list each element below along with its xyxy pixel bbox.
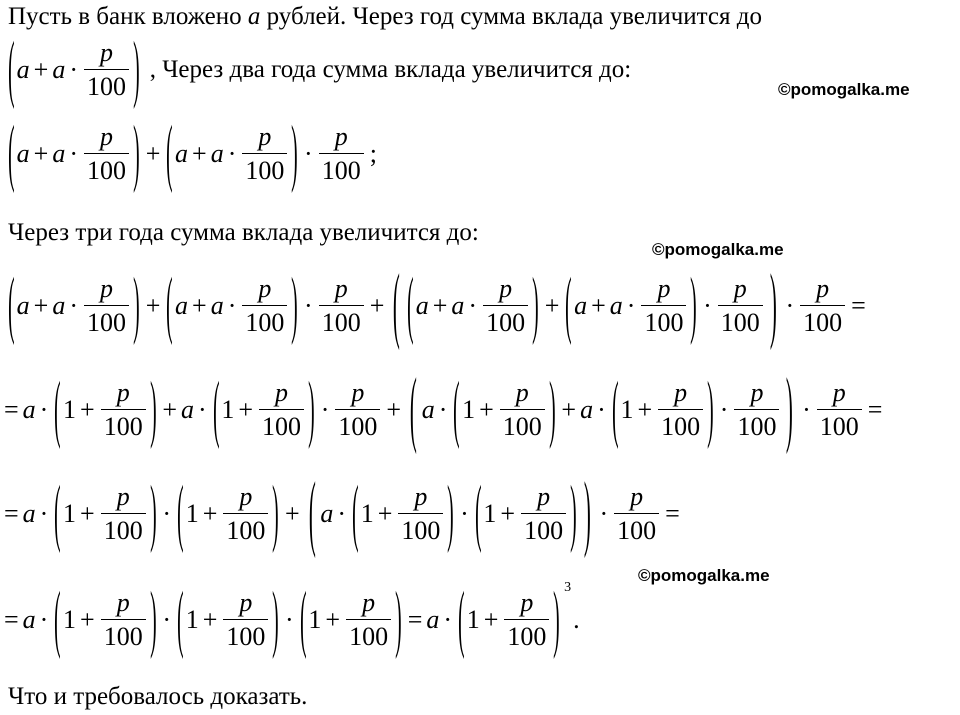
three-years-line: Через три года сумма вклада увеличится до: bbox=[8, 219, 479, 246]
conclusion: Что и требовалось доказать. bbox=[8, 683, 308, 710]
formula-final: = a · ( 1 + $\frac{p}{100}$ ) · ( 1 + $\frac{p}{100}$ ) · ( 1 + $\frac{p}{100}$ ) = a · ( 1 + $\frac{p}{100}$ ) $^3$ . bbox=[4, 576, 580, 661]
formula-step-1: = a · ( 1 + $\frac{p}{100}$ ) + a · ( 1 + $\frac{p}{100}$ ) · $\frac{p}{100}$ + ( a · ( 1 + $\frac{p}{100}$ ) + a · ( 1 + $\frac{p}{100}$ ) · $\frac{p}{100}$ ) · $\frac{p}{100}$ = bbox=[4, 361, 883, 456]
formula-three-years: ( a + a · $\frac{p}{100}$ ) + ( a + a · $\frac{p}{100}$ ) · $\frac{p}{100}$ + ( ( a + a · $\frac{p}{100}$ ) + ( a + a · $\frac{p}{100}$ ) · $\frac{p}{100}$ ) · $\frac{p}{100}$ = bbox=[8, 257, 866, 352]
watermark: ©pomogalka.me bbox=[778, 80, 910, 99]
watermark: ©pomogalka.me bbox=[652, 240, 784, 259]
formula-one-year: ( a + a · $\frac{p}{100}$ ) , Через два года сумма вклада увеличится до: bbox=[8, 26, 632, 111]
formula-two-years: ( a + a · $\frac{p}{100}$ ) + ( a + a · $\frac{p}{100}$ ) · $\frac{p}{100}$ ; bbox=[8, 110, 377, 195]
watermark: ©pomogalka.me bbox=[638, 566, 770, 585]
intro-line: Пусть в банк вложено a рублей. Через год сумма вклада увеличится до bbox=[8, 3, 762, 30]
exponent: 3 bbox=[564, 580, 572, 595]
formula-step-2: = a · ( 1 + $\frac{p}{100}$ ) · ( 1 + $\frac{p}{100}$ ) + ( a · ( 1 + $\frac{p}{100}$ ) · ( 1 + $\frac{p}{100}$ ) ) · $\frac{p}{100}$ = bbox=[4, 465, 680, 560]
